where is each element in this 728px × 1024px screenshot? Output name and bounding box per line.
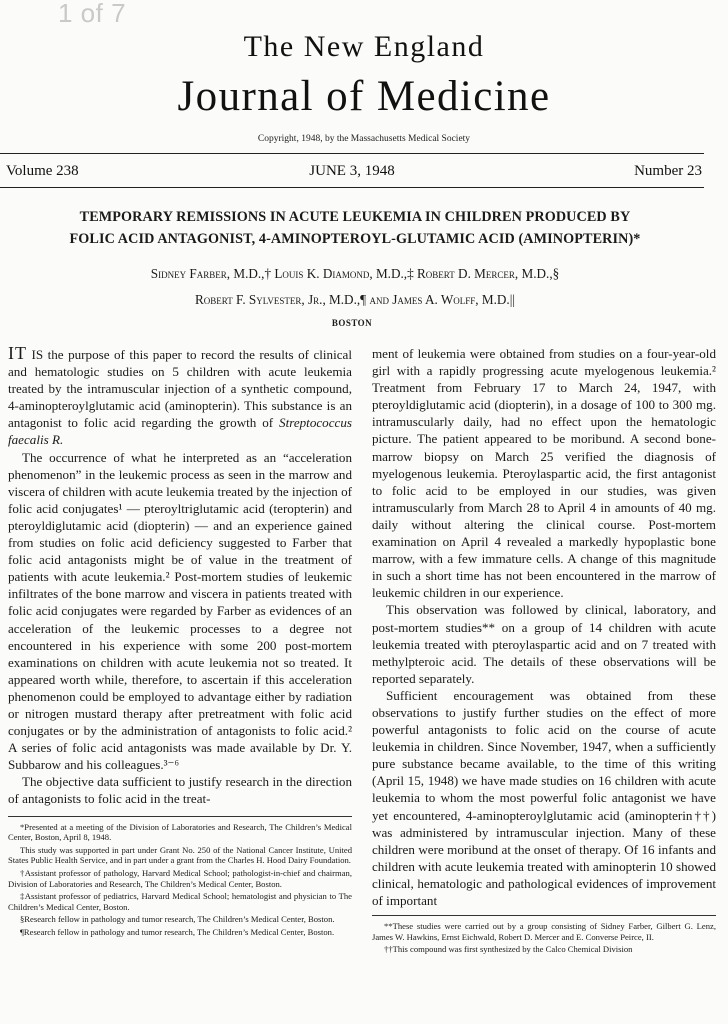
footnote: *Presented at a meeting of the Division of Laboratories and Research, The Children’s Medical Center, Boston, April 8, 1948.: [8, 821, 352, 843]
page-indicator: 1 of 7: [58, 0, 127, 28]
paragraph-text: IS the purpose of this paper to record the results of clinical and hematologic studies on 5 children with acute leukemia treated by the intramuscular injection of a synthetic compound, 4-aminopteroylglutamic acid (aminopterin). This substance is an antagonist to folic acid regarding the growth of: [8, 347, 352, 431]
header-divider-top: [0, 153, 704, 154]
paragraph: [8, 345, 352, 449]
copyright-notice: Copyright, 1948, by the Massachusetts Medical Society: [257, 134, 471, 144]
article-location: BOSTON: [331, 318, 373, 328]
article-title-line2: FOLIC ACID ANTAGONIST, 4-AMINOPTEROYL-GLUTAMIC ACID (AMINOPTERIN)*: [69, 231, 641, 247]
organism-name: Streptococcus faecalis R.: [8, 415, 352, 448]
paragraph: Sufficient encouragement was obtained from these observations to justify further studies on the effect of more powerful antagonists to folic acid on the course of acute leukemia in children. Since November, 1947, when a sufficiently pure substance became available, to the time of this writing (April 15, 1948) we have made studies on 16 children with acute leukemia to whom the most powerful folic antagonist we have yet encountered, 4-aminopteroylglutamic acid (aminopterin††) was administered by intramuscular injection. Many of these children were moribund at the onset of therapy. Of 16 infants and children with acute leukemia treated with aminopterin 10 showed clinical, hematologic and pathological evidences of improvement of important: [372, 687, 716, 908]
paragraph: The occurrence of what he interpreted as an “acceleration phenomenon” in the leukemic process as seen in the marrow and viscera of children with acute leukemia treated by the injection of folic acid conjugates¹ — pteroyltriglutamic acid (teropterin) and pteroyldiglutamic acid (diopterin) — and an experience gained from studies on folic acid deficiency suggested to Farber that folic acid antagonists might be of value in the treatment of patients with acute leukemia.² Post-mortem studies of leukemic infiltrates of the bone marrow and viscera in patients treated with folic acid conjugates were regarded by Farber as evidences of an acceleration of the leukemic processes to a degree not encountered in his experience with some 200 post-mortem examinations on children with acute leukemia not so treated. It appeared worth while, therefore, to ascertain if this acceleration phenomenon could be employed to advantage either by radiation or nitrogen mustard therapy after pretreatment with folic acid conjugates or by the administration of antagonists to folic acid.² A series of folic acid antagonists was made available by Dr. Y. Subbarow and his colleagues.³⁻⁶: [8, 449, 352, 773]
authors-line2: Robert F. Sylvester, Jr., M.D.,¶ and James A. Wolff, M.D.||: [194, 292, 515, 307]
footnote: This study was supported in part under Grant No. 250 of the National Cancer Institute, United States Public Health Service, and in part under a grant from the Charles H. Hood Dairy Foundation.: [8, 844, 352, 866]
article-title-line1: TEMPORARY REMISSIONS IN ACUTE LEUKEMIA IN CHILDREN PRODUCED BY: [79, 209, 631, 225]
authors-line1: Sidney Farber, M.D.,† Louis K. Diamond, M.D.,‡ Robert D. Mercer, M.D.,§: [150, 266, 560, 281]
footnote: †Assistant professor of pathology, Harvard Medical School; pathologist-in-chief and chairman, Division of Laboratories and Research, The Children’s Medical Center, Boston.: [8, 867, 352, 889]
footnotes-left: [8, 816, 352, 938]
body-column-left: [8, 345, 352, 1024]
paragraph: The objective data sufficient to justify research in the direction of antagonists to folic acid in the treat-: [8, 774, 352, 807]
issue-date: JUNE 3, 1948: [309, 163, 395, 179]
article-title: [10, 206, 700, 250]
footnote: **These studies were carried out by a group consisting of Sidney Farber, Gilbert G. Lenz, James W. Hawkins, Ernst Eichwald, Robert D. Mercer and E. Converse Peirce, II.: [372, 921, 716, 942]
journal-name-line1: The New England: [243, 30, 485, 63]
footnote: ¶Research fellow in pathology and tumor research, The Children’s Medical Center, Boston.: [20, 926, 335, 937]
paragraph: ment of leukemia were obtained from studies on a four-year-old girl with a rapidly progressing acute myelogenous leukemia.² Treatment from February 17 to March 24, 1947, with pteroyldiglutamic acid (diopterin), in a dosage of 100 to 300 mg. intramuscularly daily, had no effect upon the hematologic picture. The patient appeared to be moribund. A second bone-marrow biopsy on March 25 verified the diagnosis of myelogenous leukemia. Pteroylaspartic acid, the first antagonist to folic acid to be employed in our studies, was given intramuscularly from March 28 to April 4 in amounts of 40 mg. daily without altering the clinical course. Post-mortem examination on April 4 revealed a markedly hypoplastic bone marrow, with a few immature cells. A change of this magnitude in such a short time has not been encountered in the marrow of leukemic children in our experience.: [372, 346, 716, 601]
header-divider-bottom: [0, 187, 704, 188]
footnote: ‡Assistant professor of pediatrics, Harvard Medical School; hematologist and physician to The Children’s Medical Center, Boston.: [8, 891, 352, 912]
footnote: ††This compound was first synthesized by the Calco Chemical Division: [384, 944, 633, 955]
issue-number: Number 23: [634, 163, 702, 179]
author-list: [10, 261, 700, 313]
footnote: §Research fellow in pathology and tumor research, The Children’s Medical Center, Boston.: [20, 914, 335, 925]
paragraph: This observation was followed by clinical, laboratory, and post-mortem studies** on a group of 14 children with acute leukemia treated with pteroylaspartic acid and on 7 treated with methylpteroic acid. The details of these observations will be reported separately.: [372, 602, 716, 686]
body-column-right: [372, 345, 716, 1024]
footnotes-right: [372, 915, 716, 955]
journal-name-line2: Journal of Medicine: [177, 73, 551, 120]
volume-label: Volume 238: [6, 163, 79, 179]
drop-cap: IT: [8, 345, 27, 363]
